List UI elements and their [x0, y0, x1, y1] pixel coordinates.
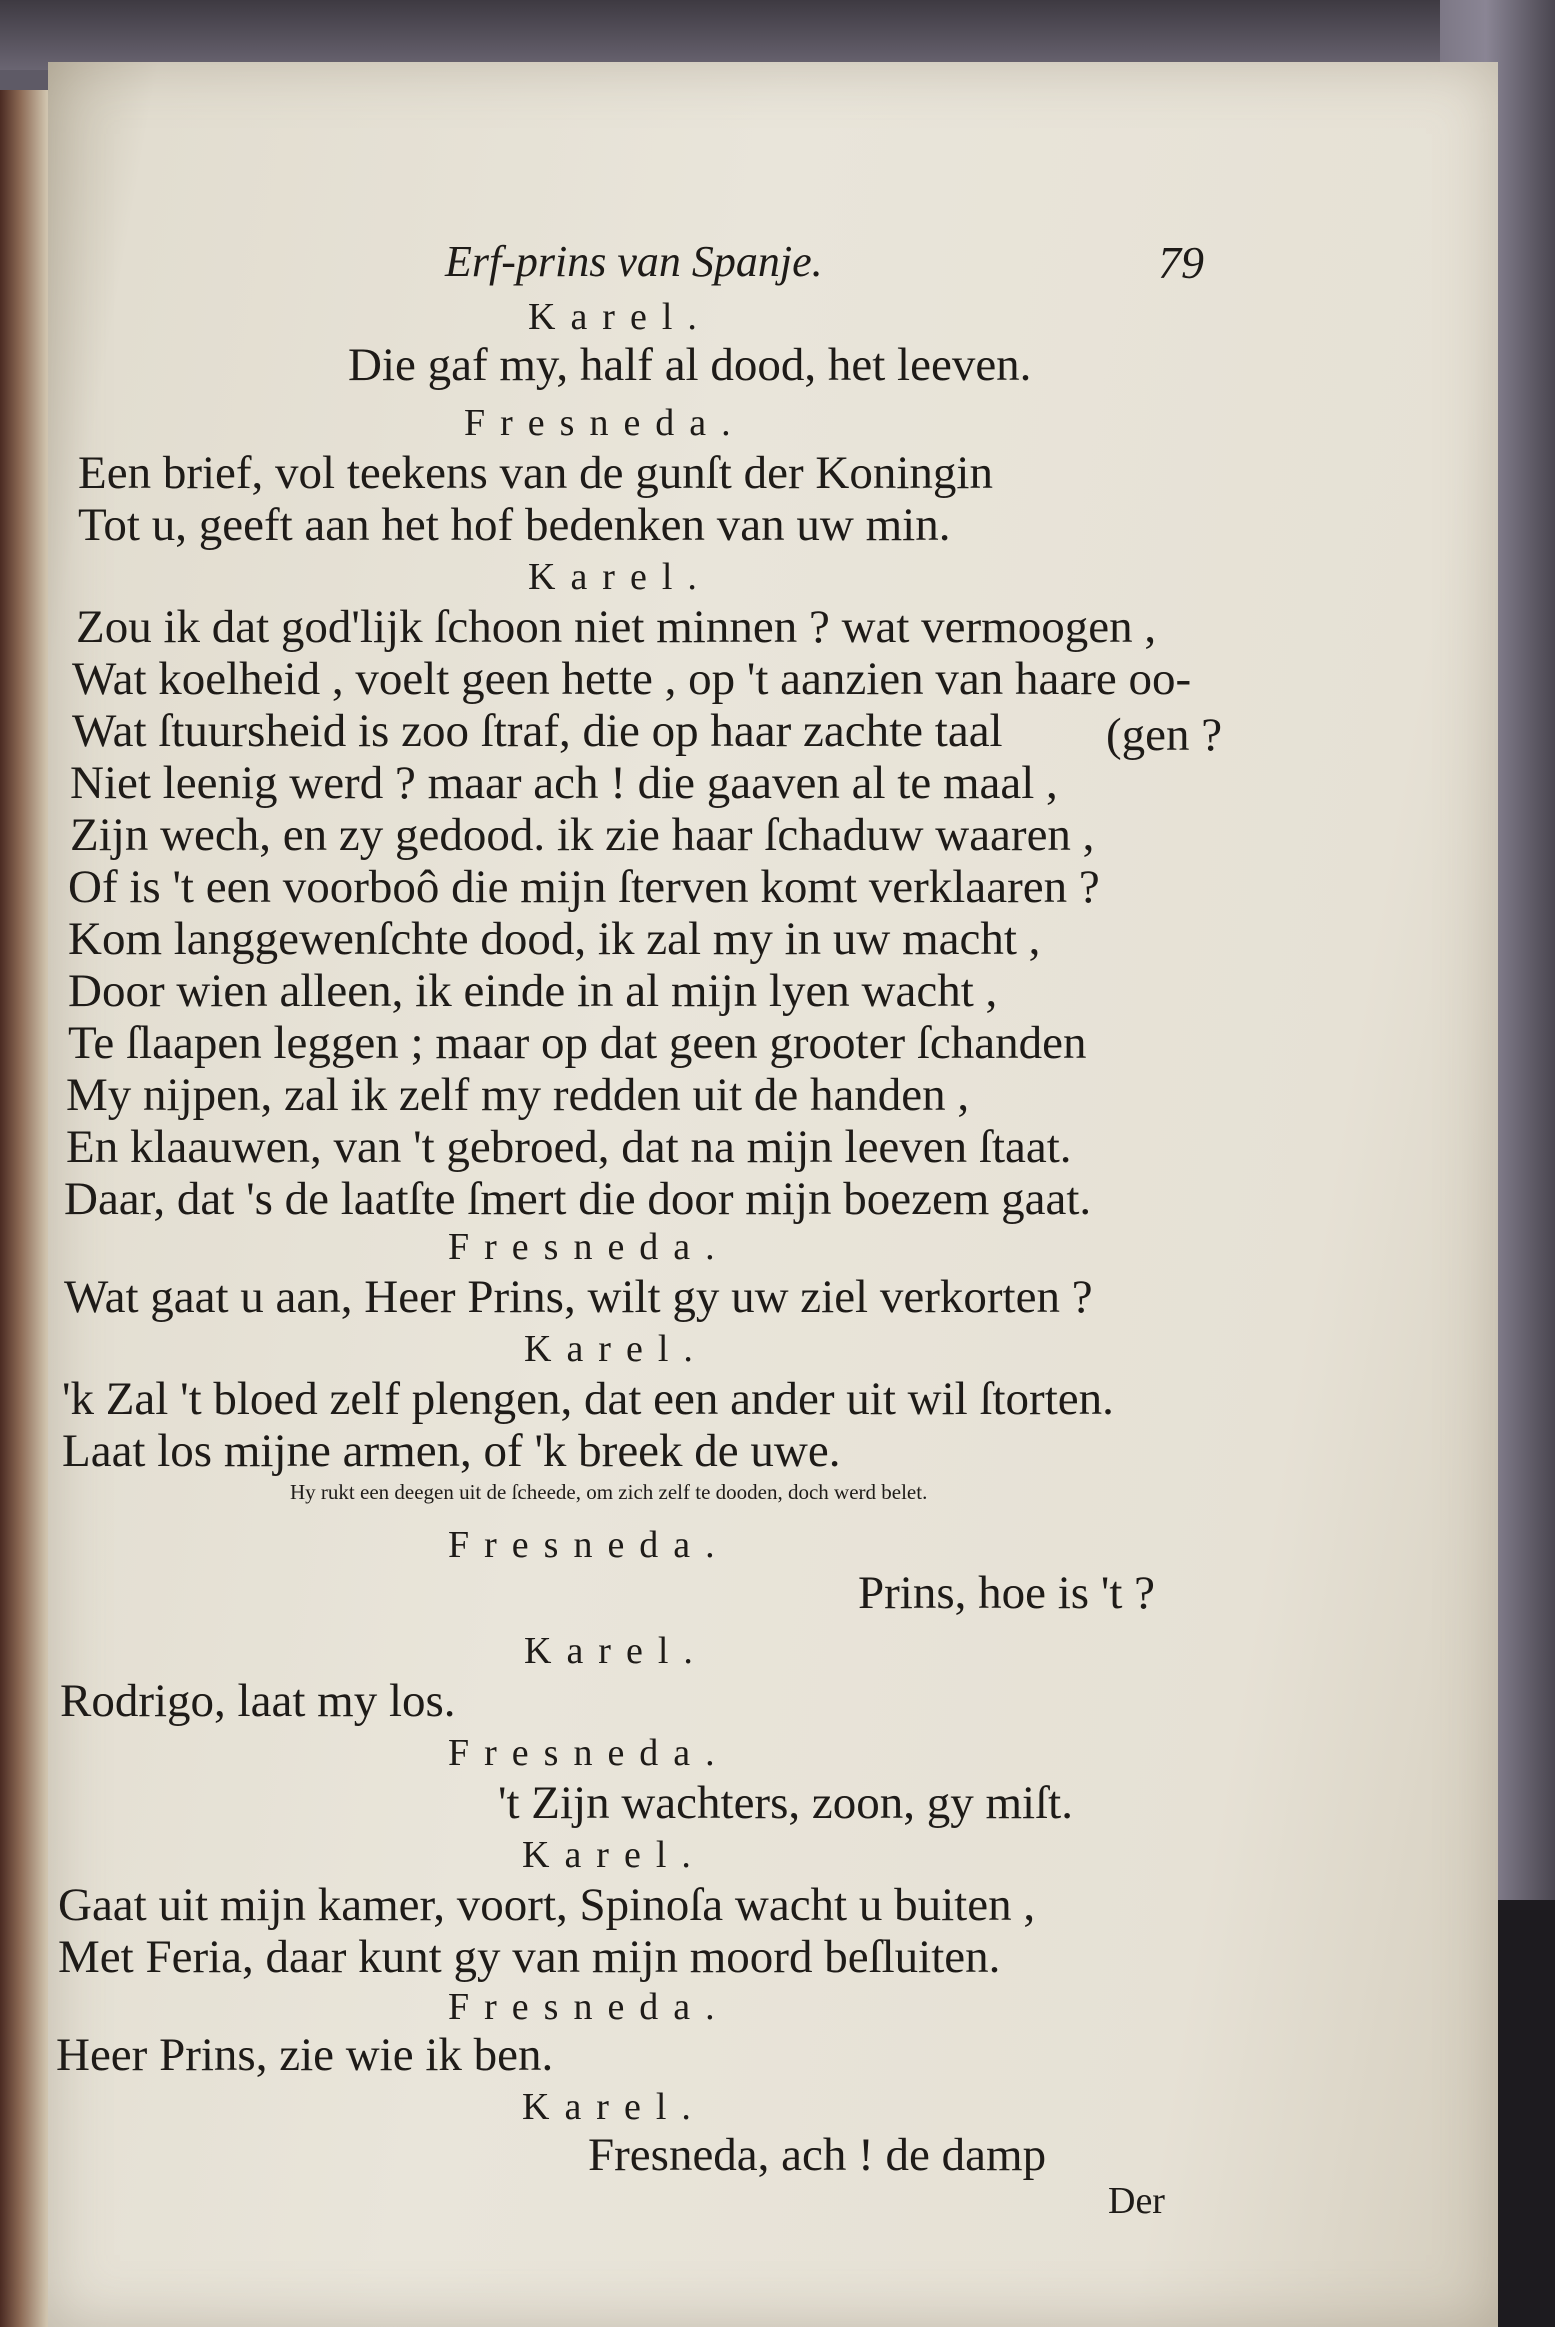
- verse-line: Wat ſtuursheid is zoo ſtraf, die op haar zachte taal: [72, 705, 1003, 757]
- verse-line: Fresneda, ach ! de damp: [588, 2129, 1047, 2181]
- speaker-heading: Fresneda.: [448, 1732, 730, 1774]
- verse-line: Rodrigo, laat my los.: [60, 1675, 456, 1727]
- verse-line: En klaauwen, van 't gebroed, dat na mijn leeven ſtaat.: [66, 1121, 1072, 1173]
- verse-line: Tot u, geeft aan het hof bedenken van uw min.: [78, 499, 951, 551]
- verse-line: Niet leenig werd ? maar ach ! die gaaven al te maal ,: [70, 757, 1058, 809]
- verse-line: Wat koelheid , voelt geen hette , op 't aanzien van haare oo-: [72, 653, 1192, 705]
- page-number: 79: [1158, 237, 1204, 288]
- verse-line: Gaat uit mijn kamer, voort, Spinoſa wacht u buiten ,: [58, 1879, 1036, 1931]
- speaker-heading: Fresneda.: [448, 1226, 730, 1268]
- speaker-heading: Karel.: [528, 296, 712, 338]
- verse-line: Door wien alleen, ik einde in al mijn lyen wacht ,: [68, 965, 998, 1017]
- verse-line: Daar, dat 's de laatſte ſmert die door mijn boezem gaat.: [64, 1173, 1092, 1225]
- verse-turnover: (gen ?: [1106, 709, 1223, 761]
- verse-line: My nijpen, zal ik zelf my redden uit de handen ,: [66, 1069, 970, 1121]
- verse-line: Laat los mijne armen, of 'k breek de uwe.: [62, 1425, 841, 1477]
- verse-line: Kom langgewenſchte dood, ik zal my in uw macht ,: [68, 913, 1041, 965]
- verse-line: Heer Prins, zie wie ik ben.: [56, 2029, 554, 2081]
- verse-line: 'k Zal 't bloed zelf plengen, dat een ander uit wil ſtorten.: [62, 1373, 1114, 1425]
- speaker-heading: Fresneda.: [448, 1524, 730, 1566]
- verse-line: Een brief, vol teekens van de gunſt der Koningin: [78, 447, 993, 499]
- speaker-heading: Karel.: [522, 2086, 706, 2128]
- catchword: Der: [1108, 2180, 1165, 2222]
- verse-line: Die gaf my, half al dood, het leeven.: [348, 339, 1032, 391]
- verse-line: Te ſlaapen leggen ; maar op dat geen grooter ſchanden: [68, 1017, 1087, 1069]
- speaker-heading: Karel.: [522, 1834, 706, 1876]
- verse-line: Met Feria, daar kunt gy van mijn moord beſluiten.: [58, 1931, 1001, 1983]
- backdrop-top: [0, 0, 1555, 70]
- verse-line: Of is 't een voorboô die mijn ſterven komt verklaaren ?: [68, 861, 1100, 913]
- verse-line: Zou ik dat god'lijk ſchoon niet minnen ? wat vermoogen ,: [76, 601, 1157, 653]
- speaker-heading: Karel.: [524, 1328, 708, 1370]
- book-page: [48, 62, 1498, 2327]
- speaker-heading: Fresneda.: [448, 1986, 730, 2028]
- verse-line: Wat gaat u aan, Heer Prins, wilt gy uw ziel verkorten ?: [64, 1271, 1093, 1323]
- speaker-heading: Fresneda.: [464, 402, 746, 444]
- running-head: Erf-prins van Spanje.: [445, 237, 823, 286]
- verse-line: Zijn wech, en zy gedood. ik zie haar ſchaduw waaren ,: [70, 809, 1095, 861]
- verse-line: Prins, hoe is 't ?: [858, 1567, 1155, 1619]
- stage-direction: Hy rukt een deegen uit de ſcheede, om zich zelf te dooden, doch werd belet.: [290, 1480, 928, 1504]
- verse-line: 't Zijn wachters, zoon, gy miſt.: [498, 1777, 1073, 1829]
- speaker-heading: Karel.: [524, 1630, 708, 1672]
- speaker-heading: Karel.: [528, 556, 712, 598]
